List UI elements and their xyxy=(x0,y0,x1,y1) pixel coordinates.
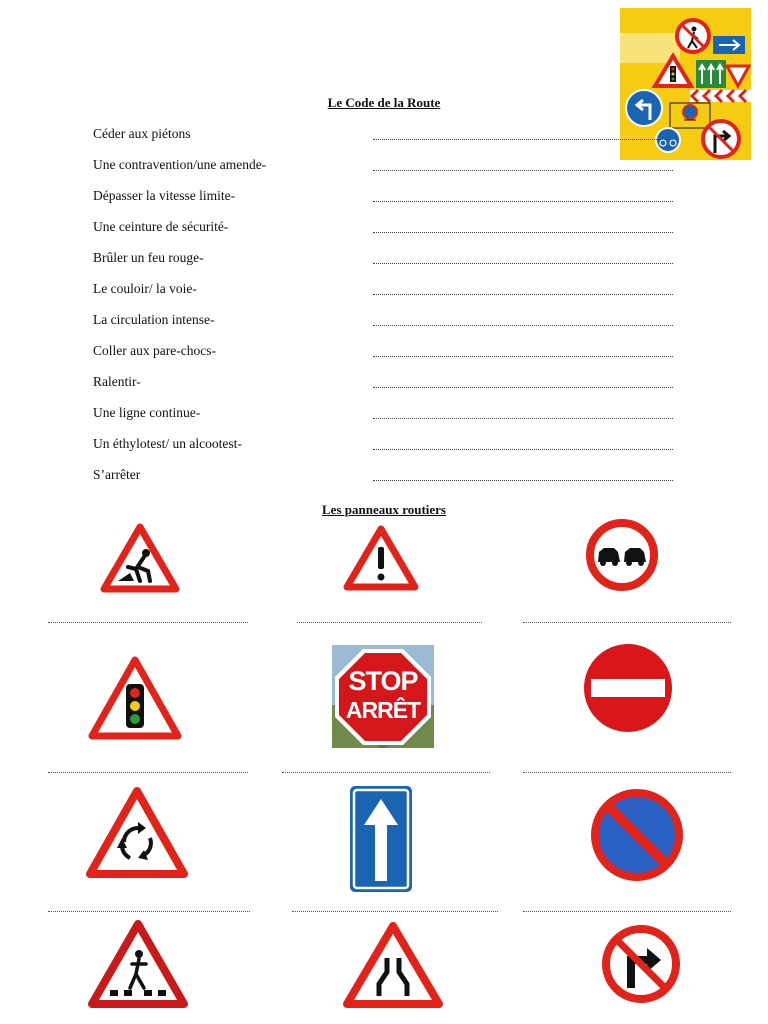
vocabulary-term: Un éthylotest/ un alcootest- xyxy=(93,436,242,451)
vocabulary-list xyxy=(93,126,693,498)
signs-section-title: Les panneaux routiers xyxy=(322,502,446,517)
sign-answer-field[interactable] xyxy=(523,771,731,773)
document-title: Le Code de la Route xyxy=(327,95,441,110)
no-overtaking-sign-icon xyxy=(585,518,659,592)
sign-answer-field[interactable] xyxy=(523,621,731,623)
answer-field[interactable] xyxy=(373,386,673,388)
one-way-sign-icon xyxy=(349,785,413,893)
vocabulary-term: Le couloir/ la voie- xyxy=(93,281,197,296)
vocabulary-row xyxy=(93,405,693,436)
vocabulary-term: S’arrêter xyxy=(93,467,141,482)
answer-field[interactable] xyxy=(373,417,673,419)
vocabulary-row xyxy=(93,281,693,312)
answer-field[interactable] xyxy=(373,200,673,202)
sign-answer-field[interactable] xyxy=(48,771,248,773)
vocabulary-row xyxy=(93,126,693,157)
vocabulary-row xyxy=(93,436,693,467)
sign-answer-field[interactable] xyxy=(297,621,482,623)
vocabulary-term: Brûler un feu rouge- xyxy=(93,250,204,265)
answer-field[interactable] xyxy=(373,169,673,171)
vocabulary-row xyxy=(93,312,693,343)
sign-answer-field[interactable] xyxy=(48,621,248,623)
sign-answer-field[interactable] xyxy=(523,910,731,912)
answer-field[interactable] xyxy=(373,138,673,140)
answer-field[interactable] xyxy=(373,355,673,357)
stop-sign-text-stop: STOP xyxy=(348,666,418,696)
vocabulary-term: La circulation intense- xyxy=(93,312,215,327)
vocabulary-term: Une contravention/une amende- xyxy=(93,157,267,172)
vocabulary-row xyxy=(93,467,693,498)
vocabulary-term: Dépasser la vitesse limite- xyxy=(93,188,236,203)
vocabulary-term: Céder aux piétons xyxy=(93,126,191,141)
vocabulary-term: Une ceinture de sécurité- xyxy=(93,219,229,234)
no-right-turn-sign-icon xyxy=(601,924,681,1004)
answer-field[interactable] xyxy=(373,231,673,233)
vocabulary-row xyxy=(93,157,693,188)
road-narrows-sign-icon xyxy=(343,922,443,1008)
sign-answer-field[interactable] xyxy=(292,910,498,912)
sign-answer-field[interactable] xyxy=(282,771,490,773)
pedestrian-crossing-sign-icon xyxy=(88,920,188,1008)
sign-answer-field[interactable] xyxy=(48,910,250,912)
vocabulary-row xyxy=(93,374,693,405)
vocabulary-row xyxy=(93,343,693,374)
traffic-lights-sign-icon xyxy=(88,656,182,740)
vocabulary-term: Coller aux pare-chocs- xyxy=(93,343,216,358)
answer-field[interactable] xyxy=(373,262,673,264)
stop-sign-icon xyxy=(332,645,434,748)
vocabulary-row xyxy=(93,250,693,281)
road-works-sign-icon xyxy=(100,523,180,593)
vocabulary-row xyxy=(93,219,693,250)
answer-field[interactable] xyxy=(373,448,673,450)
answer-field[interactable] xyxy=(373,324,673,326)
vocabulary-term: Ralentir- xyxy=(93,374,141,389)
danger-sign-icon xyxy=(343,525,419,591)
stop-sign-text-arret: ARRÊT xyxy=(345,697,421,723)
answer-field[interactable] xyxy=(373,479,673,481)
vocabulary-row xyxy=(93,188,693,219)
answer-field[interactable] xyxy=(373,293,673,295)
no-parking-sign-icon xyxy=(590,788,684,882)
no-entry-sign-icon xyxy=(583,642,673,734)
roundabout-sign-icon xyxy=(86,786,188,878)
vocabulary-term: Une ligne continue- xyxy=(93,405,201,420)
